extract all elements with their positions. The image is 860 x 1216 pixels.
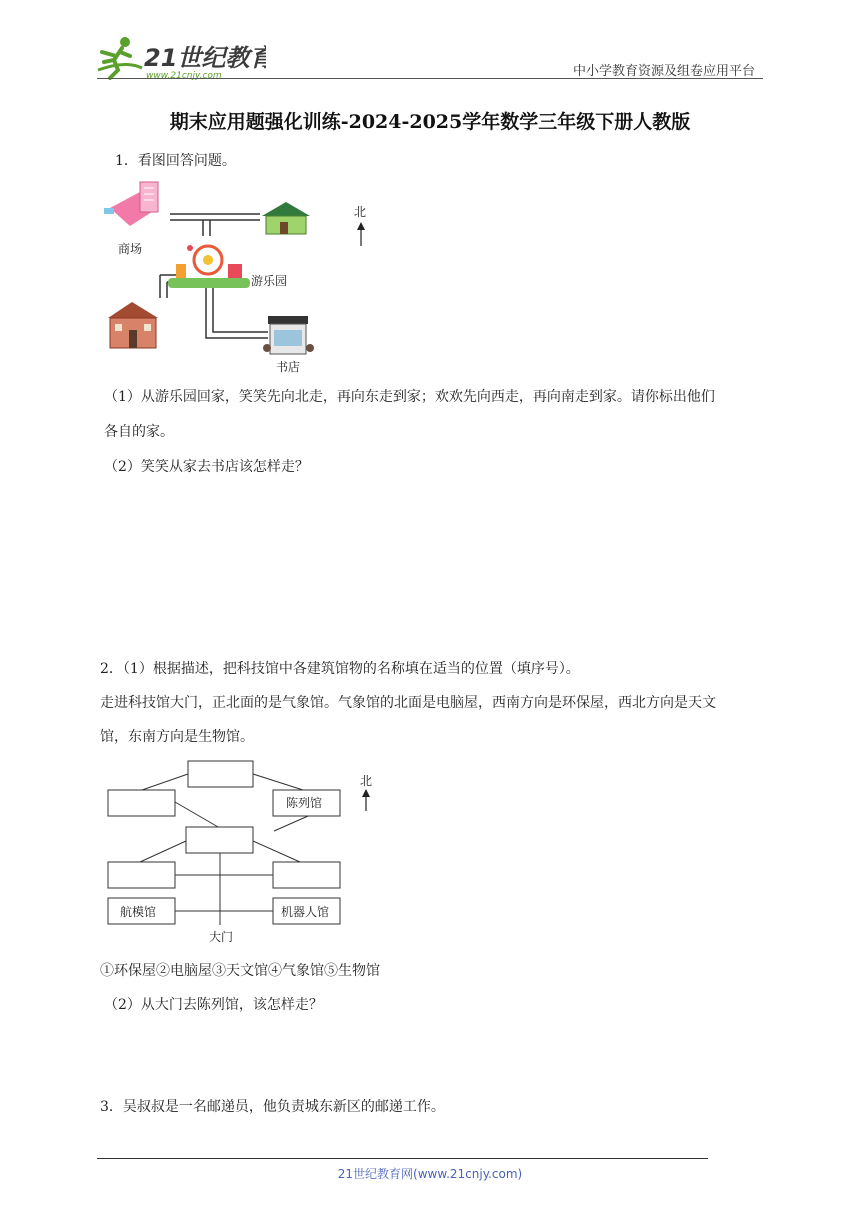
map-label-park: 游乐园: [251, 274, 288, 288]
q1-part1-line1: （1）从游乐园回家，笑笑先向北走，再向东走到家；欢欢先向西走，再向南走到家。请你标出他们: [104, 389, 715, 405]
map-label-mall: 商场: [118, 242, 143, 256]
q1-stem: 1．看图回答问题。: [115, 153, 236, 169]
q3-stem: 3．吴叔叔是一名邮递员，他负责城东新区的邮递工作。: [100, 1099, 445, 1115]
map-north-label: 北: [354, 205, 367, 219]
page-title: 期末应用题强化训练-2024-2025学年数学三年级下册人教版: [169, 111, 691, 133]
label-aviation-hall: 航模馆: [120, 905, 157, 919]
header-divider: [97, 78, 763, 79]
q1-part1-line2: 各自的家。: [104, 424, 174, 440]
logo-url: www.21cnjy.com: [146, 71, 222, 80]
label-exhibit-hall: 陈列馆: [286, 796, 323, 810]
map-label-bookstore: 书店: [276, 360, 301, 374]
logo: [96, 36, 266, 80]
runner-logo-icon: [96, 36, 266, 80]
q1-part2: （2）笑笑从家去书店该怎样走？: [104, 459, 309, 475]
diagram-north-label: 北: [360, 774, 373, 788]
mall-icon: [104, 182, 158, 226]
logo-text: 21世纪教育: [144, 44, 266, 72]
bookstore-icon: [263, 316, 314, 354]
blank-box-lower-left: [108, 862, 175, 888]
q1-map-figure: [100, 178, 400, 380]
blank-box-center: [186, 827, 253, 853]
label-gate: 大门: [209, 930, 234, 944]
platform-name: 中小学教育资源及组卷应用平台: [572, 64, 755, 79]
blank-box-top: [188, 761, 253, 787]
blank-box-upper-left: [108, 790, 175, 816]
q2-desc-line2: 馆，东南方向是生物馆。: [100, 729, 254, 745]
q2-part2: （2）从大门去陈列馆，该怎样走？: [104, 997, 323, 1013]
label-robot-hall: 机器人馆: [281, 905, 330, 919]
q2-science-museum-diagram: [100, 755, 390, 954]
north-arrow-icon: [362, 789, 370, 811]
q2-options: ①环保屋②电脑屋③天文馆④气象馆⑤生物馆: [100, 963, 380, 979]
footer-divider: [97, 1158, 708, 1159]
blank-box-lower-right: [273, 862, 340, 888]
footer-link[interactable]: 21世纪教育网(www.21cnjy.com): [337, 1167, 523, 1181]
q2-part1: 2．（1）根据描述，把科技馆中各建筑馆物的名称填在适当的位置（填序号）。: [100, 661, 580, 677]
q2-desc-line1: 走进科技馆大门，正北面的是气象馆。气象馆的北面是电脑屋，西南方向是环保屋，西北方向是天文: [100, 695, 716, 711]
house-icon-east: [262, 202, 310, 234]
amusement-park-icon: [168, 245, 250, 288]
north-arrow-icon: [357, 222, 365, 246]
house-icon-west: [108, 302, 158, 348]
